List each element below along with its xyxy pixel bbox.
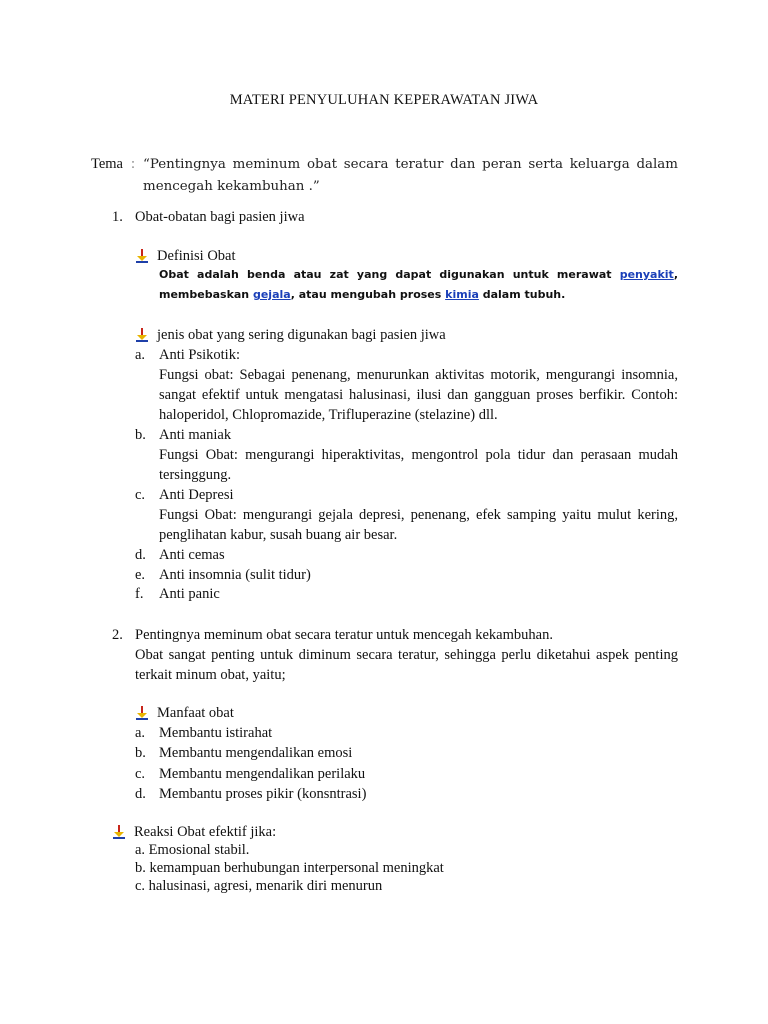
- arrow-bullet-icon: [112, 825, 126, 839]
- arrow-bullet-icon: [135, 249, 149, 263]
- link-gejala[interactable]: gejala: [252, 288, 291, 301]
- item-desc: Fungsi Obat: mengurangi hiperaktivitas, mengontrol pola tidur dan perasaan mudah tersinggung.: [159, 447, 678, 483]
- manfaat-item: Membantu istirahat: [159, 725, 273, 741]
- arrow-bullet-icon: [135, 706, 149, 720]
- document-title: MATERI PENYULUHAN KEPERAWATAN JIWA: [229, 92, 539, 108]
- tema-colon: :: [131, 156, 136, 172]
- item-letter: d.: [135, 547, 146, 563]
- manfaat-letter: a.: [135, 725, 146, 741]
- item-name: Anti maniak: [159, 427, 232, 443]
- section1-number: 1.: [112, 209, 123, 225]
- manfaat-item: Membantu mengendalikan perilaku: [159, 766, 366, 782]
- section2-heading: Pentingnya meminum obat secara teratur untuk mencegah kekambuhan.: [135, 627, 553, 643]
- reaksi-bullet-item: [112, 822, 276, 842]
- item-name: Anti Depresi: [159, 487, 234, 503]
- manfaat-item: Membantu mengendalikan emosi: [159, 745, 353, 761]
- manfaat-letter: c.: [135, 766, 146, 782]
- arrow-bullet-icon: [135, 328, 149, 342]
- manfaat-letter: b.: [135, 745, 146, 761]
- tema-text: “Pentingnya meminum obat secara teratur dan peran serta keluarga dalam mencegah kekambuhan .”: [143, 157, 678, 194]
- item-name: Anti Psikotik:: [159, 347, 240, 363]
- jenis-label: jenis obat yang sering digunakan bagi pasien jiwa: [157, 327, 446, 343]
- manfaat-bullet-item: [135, 703, 234, 723]
- reaksi-item: c. halusinasi, agresi, menarik diri menurun: [135, 878, 383, 894]
- reaksi-item: b. kemampuan berhubungan interpersonal meningkat: [135, 860, 444, 876]
- item-letter: e.: [135, 567, 146, 583]
- item-letter: f.: [135, 586, 144, 602]
- reaksi-label: Reaksi Obat efektif jika:: [134, 824, 277, 840]
- jenis-bullet-item: [135, 325, 446, 345]
- manfaat-item: Membantu proses pikir (konsntrasi): [159, 786, 367, 802]
- item-name: Anti insomnia (sulit tidur): [159, 567, 311, 583]
- item-name: Anti panic: [159, 586, 220, 602]
- section1-heading: Obat-obatan bagi pasien jiwa: [135, 209, 305, 225]
- manfaat-letter: d.: [135, 786, 146, 802]
- item-desc: Fungsi obat: Sebagai penenang, menurunkan aktivitas motorik, mengurangi insomnia, sangat efektif untuk mengatasi halusinasi, ilusi dan gangguan proses berfikir. Contoh: haloperidol, Chlopromazide, Trifluperazine (stelazine) dll.: [159, 367, 678, 423]
- item-letter: c.: [135, 487, 146, 503]
- definisi-label: Definisi Obat: [157, 248, 236, 264]
- tema-label: Tema: [91, 156, 123, 172]
- item-name: Anti cemas: [159, 547, 225, 563]
- definisi-bullet-item: [135, 246, 236, 266]
- reaksi-item: a. Emosional stabil.: [135, 842, 250, 858]
- section2-text: Obat sangat penting untuk diminum secara teratur, sehingga perlu diketahui aspek penting terkait minum obat, yaitu;: [135, 647, 678, 683]
- item-letter: b.: [135, 427, 146, 443]
- item-desc: Fungsi Obat: mengurangi gejala depresi, penenang, efek samping yaitu mulut kering, penglihatan kabur, susah buang air besar.: [159, 507, 678, 543]
- link-penyakit[interactable]: penyakit: [619, 268, 674, 281]
- manfaat-label: Manfaat obat: [157, 705, 234, 721]
- link-kimia[interactable]: kimia: [445, 288, 479, 301]
- section2-number: 2.: [112, 627, 123, 643]
- item-letter: a.: [135, 347, 146, 363]
- definisi-text: Obat adalah benda atau zat yang dapat digunakan untuk merawat penyakit, membebaskan gejala, atau mengubah proses kimia dalam tubuh.: [159, 268, 678, 301]
